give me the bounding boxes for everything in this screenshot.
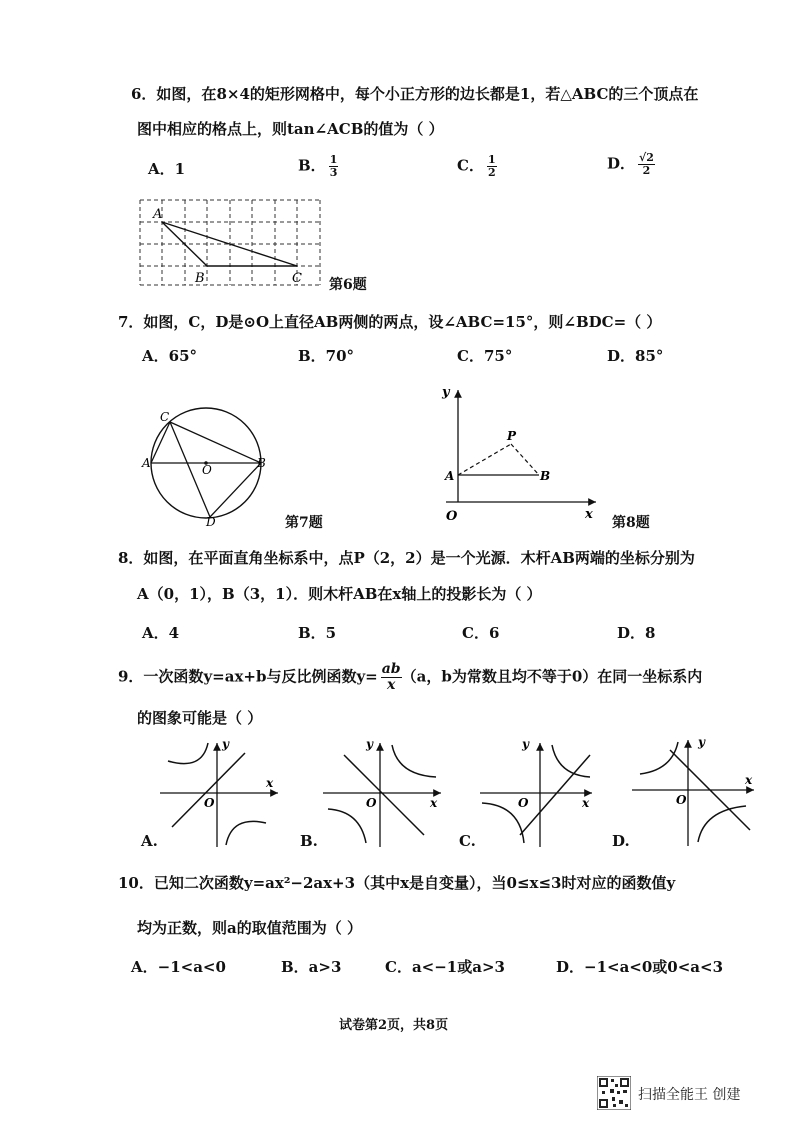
q8-coordinate-figure [438,382,608,524]
q8-option-d: D．8 [617,624,656,642]
q7-label-b: B [257,456,266,470]
q6-label-b: B [195,271,205,286]
q6-option-c [457,154,497,179]
q9c-line [520,755,590,835]
q9a-label-x: x [266,776,274,790]
q6-grid-figure [135,192,335,292]
q6-option-b-label: B． [298,156,326,175]
q7-option-b: B．70° [298,347,355,365]
q8-option-a: A．4 [142,624,180,642]
q9d-hyperbola-branch-1 [640,742,678,774]
q8-option-c: C．6 [462,624,500,642]
q6-option-d [607,152,655,177]
q9-graph-a [140,735,290,853]
page-footer: 试卷第2页，共8页 [339,1018,449,1033]
scanner-watermark: 扫描全能王 创建 [638,1087,741,1103]
q10-stem-line2: 均为正数，则a的取值范围为（ ） [137,919,362,937]
q9-label-d: D. [612,832,630,850]
q9a-label-o: O [204,796,215,810]
q10-option-b: B．a>3 [281,958,342,976]
q8-label-b: B [540,469,551,483]
q6-label-c: C [292,271,302,286]
q9d-hyperbola-branch-2 [698,806,746,842]
q9-label-c: C. [459,832,476,850]
q6-label-a: A [153,207,163,222]
q9-stem-post: （a，b为常数且均不等于0）在同一坐标系内 [401,667,703,686]
q9a-hyperbola-branch-1 [168,743,208,764]
q8-stem-line1: 8．如图，在平面直角坐标系中，点P（2，2）是一个光源．木杆AB两端的坐标分别为 [118,549,695,567]
q9c-label-o: O [518,796,529,810]
q8-label-p: P [507,429,517,443]
q8-label-y: y [442,385,450,400]
q8-label-x: x [585,507,593,522]
q9-label-a: A. [141,832,158,850]
q9b-hyperbola-branch-1 [392,745,436,777]
q8-stem-line2: A（0，1），B（3，1）．则木杆AB在x轴上的投影长为（ ） [137,585,542,603]
q10-option-c: C．a<−1或a>3 [385,958,505,976]
q6-option-c-label: C． [457,156,484,175]
q9-stem-line1 [118,662,702,693]
q9-label-b: B. [300,832,318,850]
qr-code-icon [597,1076,631,1110]
q9-graph-d [626,730,761,850]
q9-graph-b [308,735,458,853]
q9-stem-pre: 9．一次函数y=ax+b与反比例函数y= [118,667,378,686]
q6-option-d-num: √2 [639,151,654,164]
q6-option-b-fraction [329,154,339,179]
q8-option-b: B．5 [298,624,337,642]
q8-caption: 第8题 [612,515,650,531]
q9a-label-y: y [222,737,229,751]
q6-option-c-den: 2 [487,166,496,179]
q9-fraction [381,662,402,693]
q8-ray-pa [458,444,511,475]
q7-stem: 7．如图，C，D是⊙O上直径AB两侧的两点，设∠ABC=15°，则∠BDC=（ ） [118,313,662,331]
q6-caption: 第6题 [329,277,367,293]
q6-option-d-fraction [638,152,655,177]
q7-label-o: O [202,463,212,477]
q7-option-a: A．65° [142,347,198,365]
q10-stem-line1: 10．已知二次函数y=ax²−2ax+3（其中x是自变量），当0≤x≤3时对应的函数值y [118,874,676,892]
q9-frac-den: x [386,677,396,693]
q9d-label-y: y [698,735,705,749]
q6-option-c-fraction [487,154,497,179]
q9b-label-x: x [430,796,438,810]
q9c-label-y: y [522,737,529,751]
q6-option-a: A．1 [148,160,186,178]
q6-option-b-den: 3 [329,166,338,179]
q9b-hyperbola-branch-2 [328,809,366,843]
q9c-label-x: x [582,796,590,810]
q7-option-d: D．85° [607,347,664,365]
q7-label-d: D [206,515,216,529]
q7-option-c: C．75° [457,347,513,365]
q9-frac-num: ab [381,661,401,677]
q9-graph-c [472,735,622,853]
q6-option-c-num: 1 [487,153,496,166]
q9d-label-o: O [676,793,687,807]
q9b-label-y: y [366,737,373,751]
q8-ray-pb [511,444,539,475]
q9b-line [344,755,424,835]
q9d-label-x: x [745,773,753,787]
q6-stem-line1: 6．如图，在8×4的矩形网格中，每个小正方形的边长都是1，若△ABC的三个顶点在 [131,85,699,103]
q7-circle-figure [138,405,278,530]
q8-label-a: A [445,469,455,483]
q7-label-c: C [160,410,170,424]
q10-option-a: A．−1<a<0 [131,958,226,976]
q7-caption: 第7题 [285,515,323,531]
q9-stem-line2: 的图象可能是（ ） [137,709,263,727]
q10-option-d: D．−1<a<0或0<a<3 [556,958,724,976]
q6-option-b-num: 1 [329,153,338,166]
q9b-label-o: O [366,796,377,810]
q6-stem-line2: 图中相应的格点上，则tan∠ACB的值为（ ） [137,120,444,138]
q6-option-d-den: 2 [642,164,651,177]
q6-option-d-label: D． [607,154,636,173]
q8-label-o: O [446,509,458,524]
q9a-hyperbola-branch-2 [226,821,266,845]
q6-option-b [298,154,338,179]
q7-label-a: A [142,456,151,470]
